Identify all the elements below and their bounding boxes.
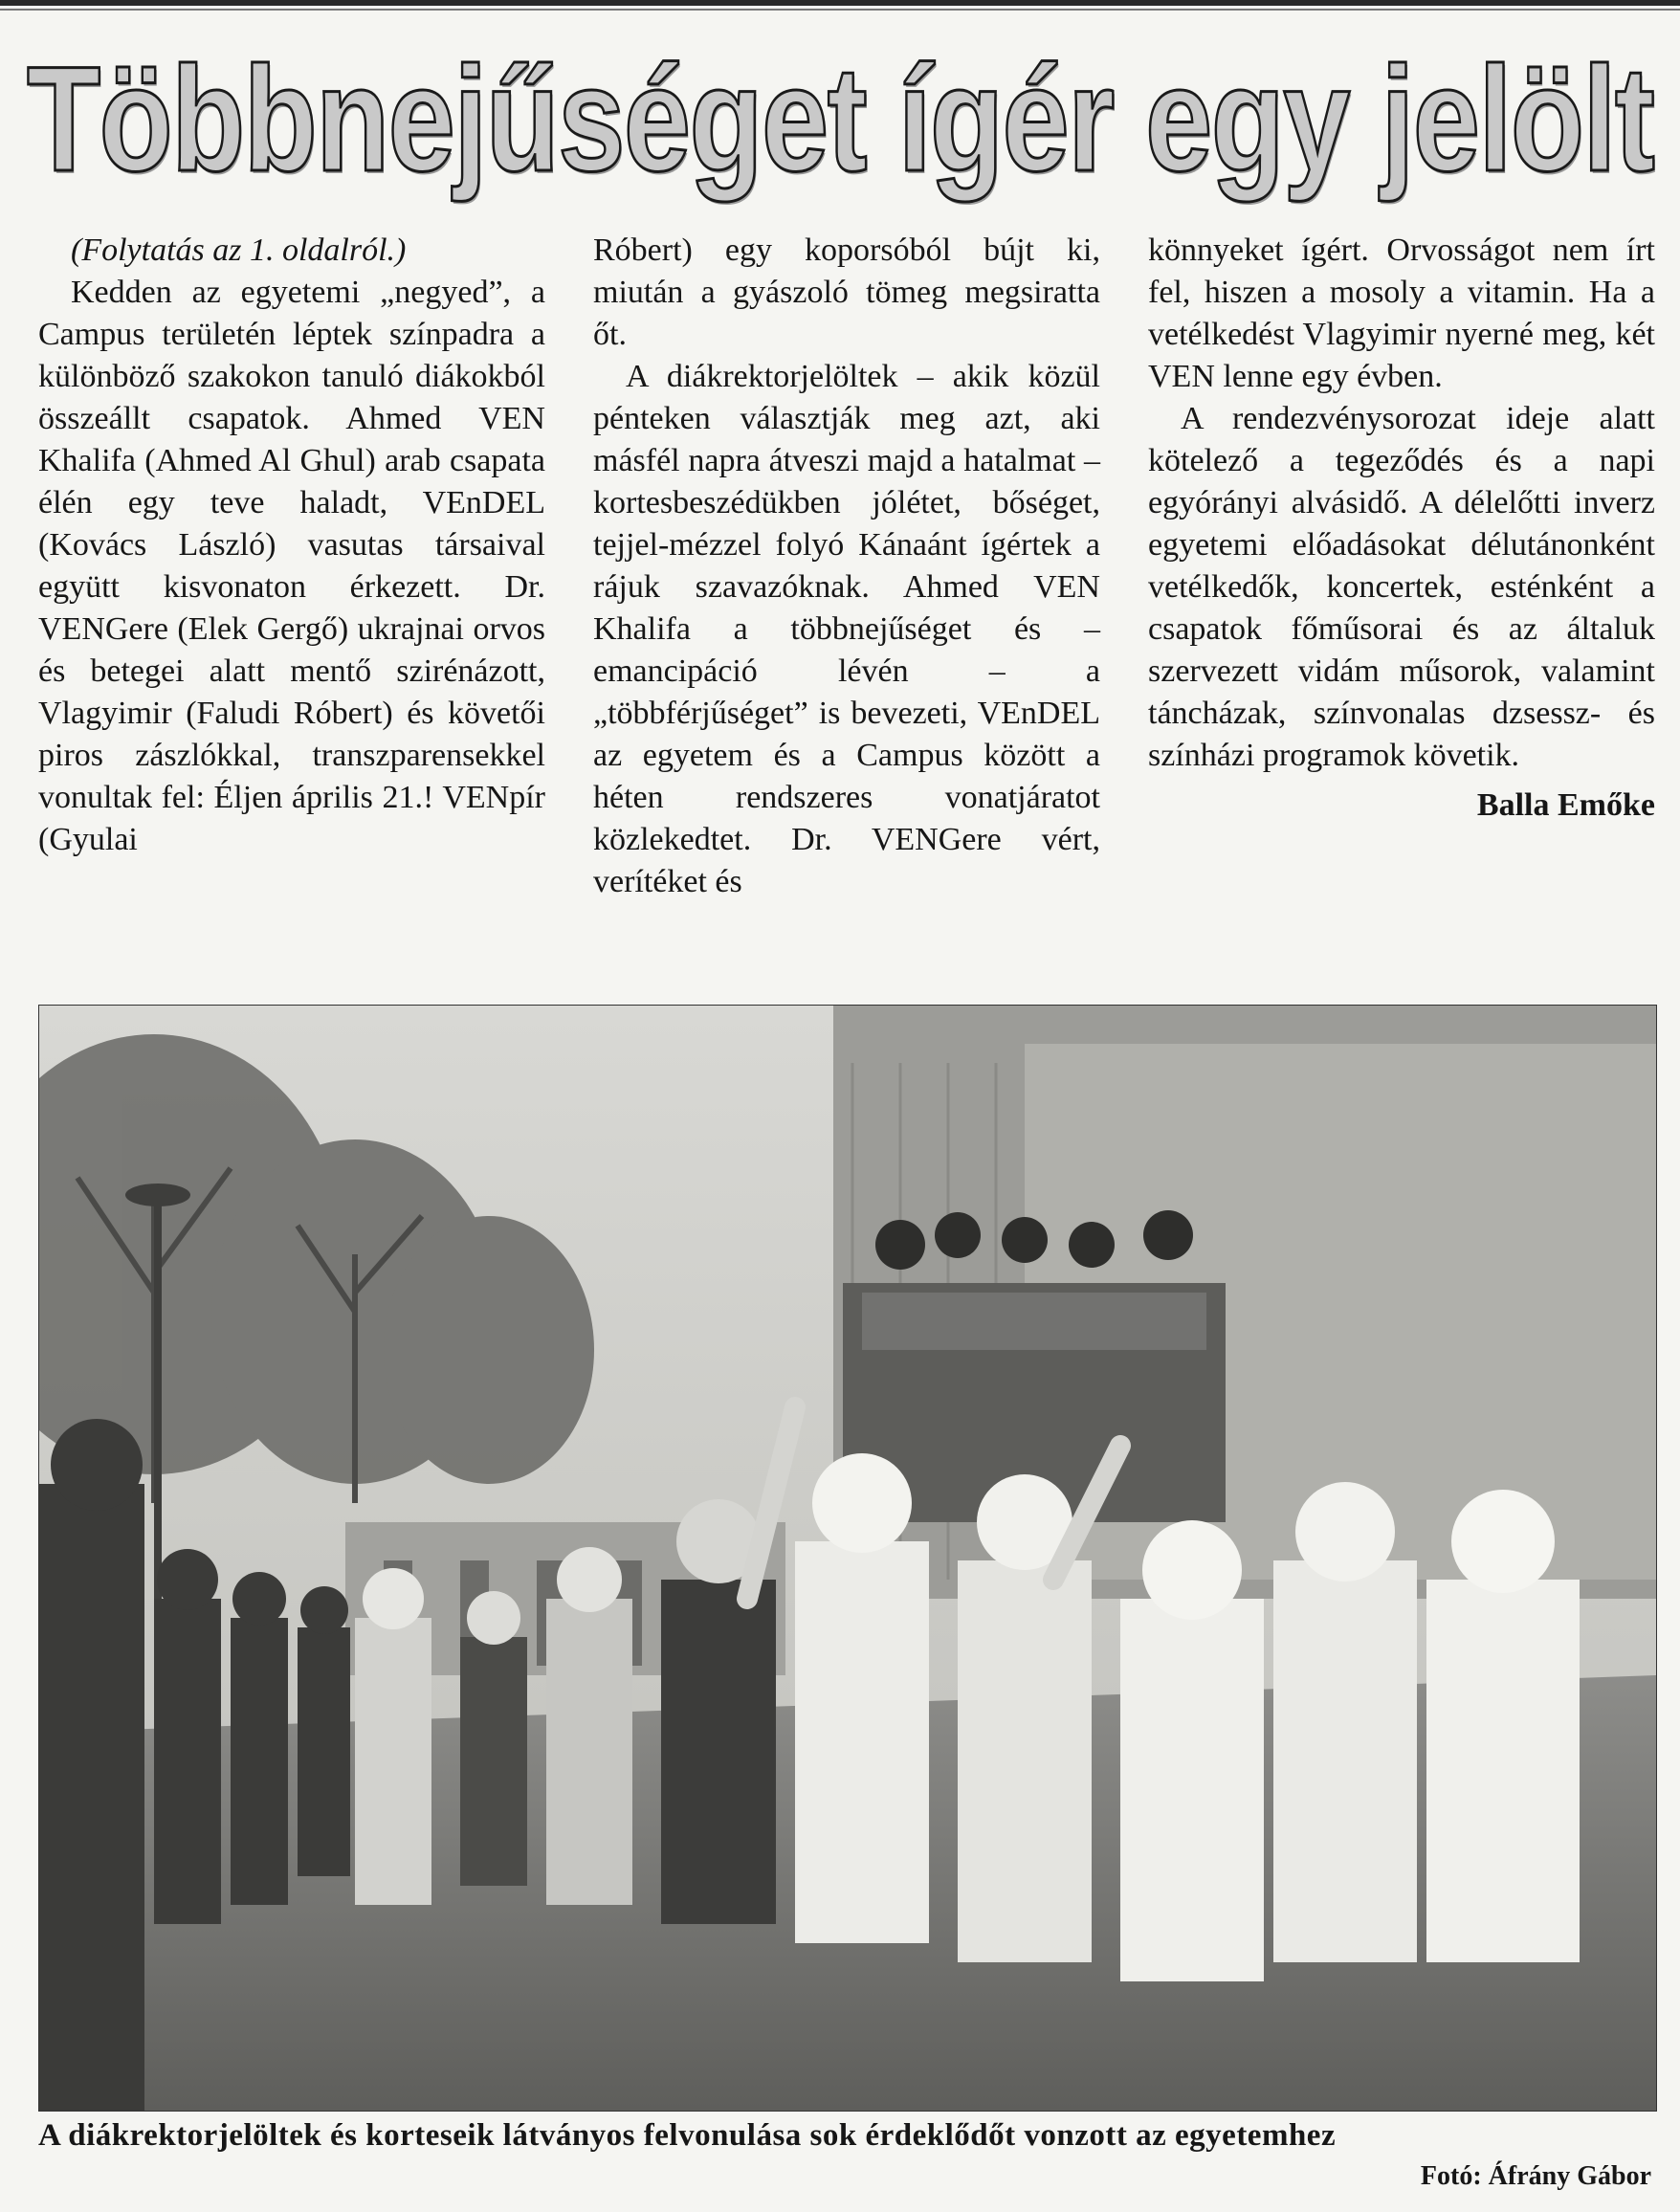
article-column-1 [38, 230, 545, 976]
article-column-2 [593, 230, 1100, 976]
article-paragraph: Kedden az egyetemi „negyed”, a Campus területén léptek színpadra a különböző szakokon tanuló diákokból összeállt csapatok. Ahmed VEN Khalifa (Ahmed Al Ghul) arab csapata élén egy teve haladt, VEnDEL (Kovács László) vasutas társaival együtt kisvonaton érkezett. Dr. VENGere (Elek Gergő) ukrajnai orvos és betegei alatt mentő szirénázott, Vlagyimir (Faludi Róbert) és követői piros zászlókkal, transzparensekkel vonultak fel: Éljen április 21.! VENpír (Gyulai [38, 275, 545, 857]
article-paragraph: könnyeket ígért. Orvosságot nem írt fel, hiszen a mosoly a vitamin. Ha a vetélkedést Vlagyimir nyerné meg, két VEN lenne egy évben. [1148, 232, 1655, 394]
photo-credit: Fotó: Áfrány Gábor [1420, 2161, 1651, 2191]
article-paragraph: A diákrektorjelöltek – akik közül pénteken választják meg azt, aki másfél napra átveszi majd a hatalmat – kortesbeszédükben jólétet, bőséget, tejjel-mézzel folyó Kánaánt ígértek a rájuk szavazóknak. Ahmed VEN Khalifa a többnejűséget és – emancipáció lévén – a „többférjűséget” is bevezeti, VEnDEL az egyetem és a Campus között a héten rendszeres vonatjáratot közlekedtet. Dr. VENGere vért, verítéket és [593, 359, 1100, 899]
article-paragraph: A rendezvénysorozat ideje alatt kötelező a tegeződés és a napi egyórányi alvásidő. A délelőtti inverz egyetemi előadásokat délutánonként vetélkedők, koncertek, esténként a csapatok főműsorai és az általuk szervezett vidám műsorok, valamint táncházak, színvonalas dzsessz- és színházi programok követik. [1148, 401, 1655, 773]
article-column-3 [1148, 230, 1655, 976]
headline: Többnejűséget ígér egy jelölt [27, 36, 1654, 203]
top-rule [0, 0, 1680, 6]
article-body [38, 230, 1655, 976]
photo-caption: A diákrektorjelöltek és korteseik látványos felvonulása sok érdeklődőt vonzott az egyetemhez [38, 2118, 1337, 2153]
article-paragraph: Róbert) egy koporsóból bújt ki, miután a gyászoló tömeg megsiratta őt. [593, 232, 1100, 352]
procession-photo-illustration [39, 1006, 1656, 2111]
top-rule-thin [0, 9, 1680, 11]
article-author: Balla Emőke [1476, 787, 1655, 823]
news-photo [38, 1005, 1657, 2112]
continuation-note: (Folytatás az 1. oldalról.) [71, 232, 407, 268]
